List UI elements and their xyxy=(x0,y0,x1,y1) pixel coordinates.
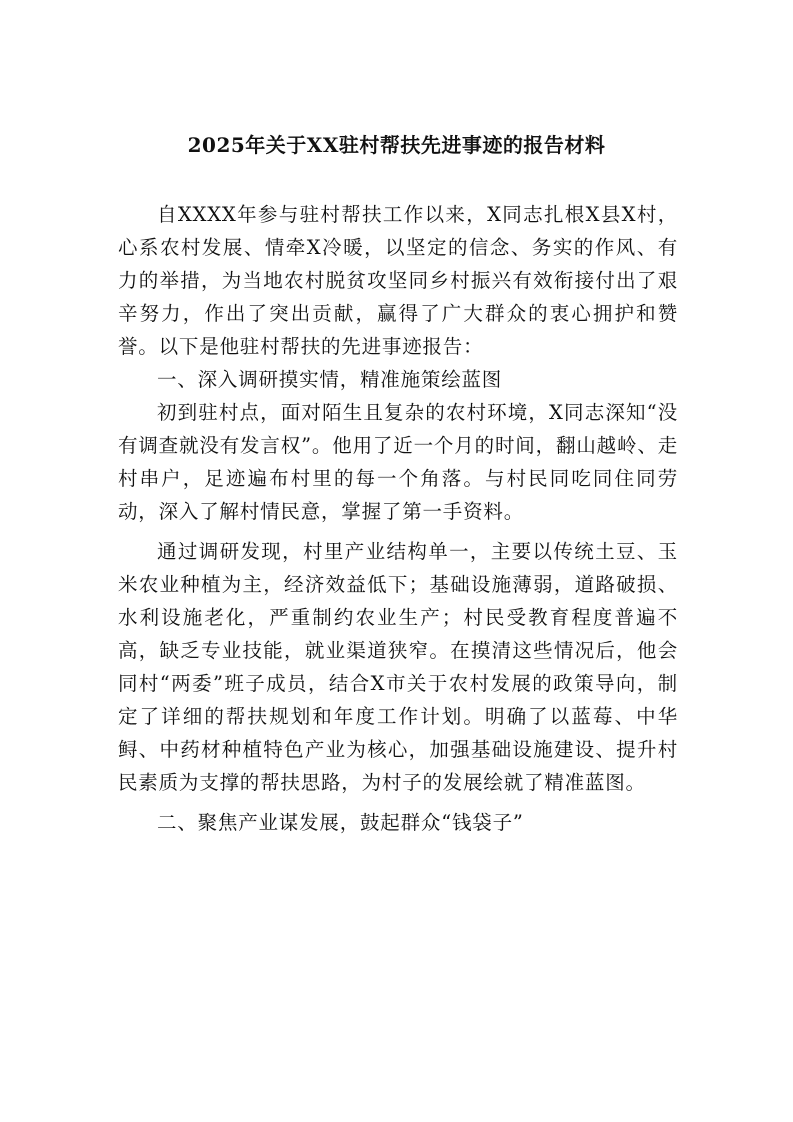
intro-paragraph: 自XXXX年参与驻村帮扶工作以来，X同志扎根X县X村，心系农村发展、情牵X冷暖，以坚定的信念、务实的作风、有力的举措，为当地农村脱贫攻坚同乡村振兴有效衔接付出了艰辛努力，作出了突出贡献，赢得了广大群众的衷心拥护和赞誉。以下是他驻村帮扶的先进事迹报告： xyxy=(118,203,678,358)
paragraph-spacer xyxy=(118,799,678,806)
document-title: 2025年关于XX驻村帮扶先进事迹的报告材料 xyxy=(187,133,606,157)
paragraph-findings: 通过调研发现，村里产业结构单一，主要以传统土豆、玉米农业种植为主，经济效益低下；基础设施薄弱，道路破损、水利设施老化，严重制约农业生产；村民受教育程度普遍不高，缺乏专业技能，就业渠道狭窄。在摸清这些情况后，他会同村“两委”班子成员，结合X市关于农村发展的政策导向，制定了详细的帮扶规划和年度工作计划。明确了以蓝莓、中华鲟、中药材种植特色产业为核心，加强基础设施建设、提升村民素质为支撑的帮扶思路，为村子的发展绘就了精准蓝图。 xyxy=(118,540,678,794)
paragraph-spacer xyxy=(118,528,678,535)
section-heading-1: 一、深入调研摸实情，精准施策绘蓝图 xyxy=(157,368,503,391)
paragraph-investigation: 初到驻村点，面对陌生且复杂的农村环境，X同志深知“没有调查就没有发言权”。他用了近一个月的时间，翻山越岭、走村串户，足迹遍布村里的每一个角落。与村民同吃同住同劳动，深入了解村情民意，掌握了第一手资料。 xyxy=(118,401,678,523)
section-heading-2: 二、聚焦产业谋发展，鼓起群众“钱袋子” xyxy=(157,811,524,834)
document-body xyxy=(118,198,678,839)
